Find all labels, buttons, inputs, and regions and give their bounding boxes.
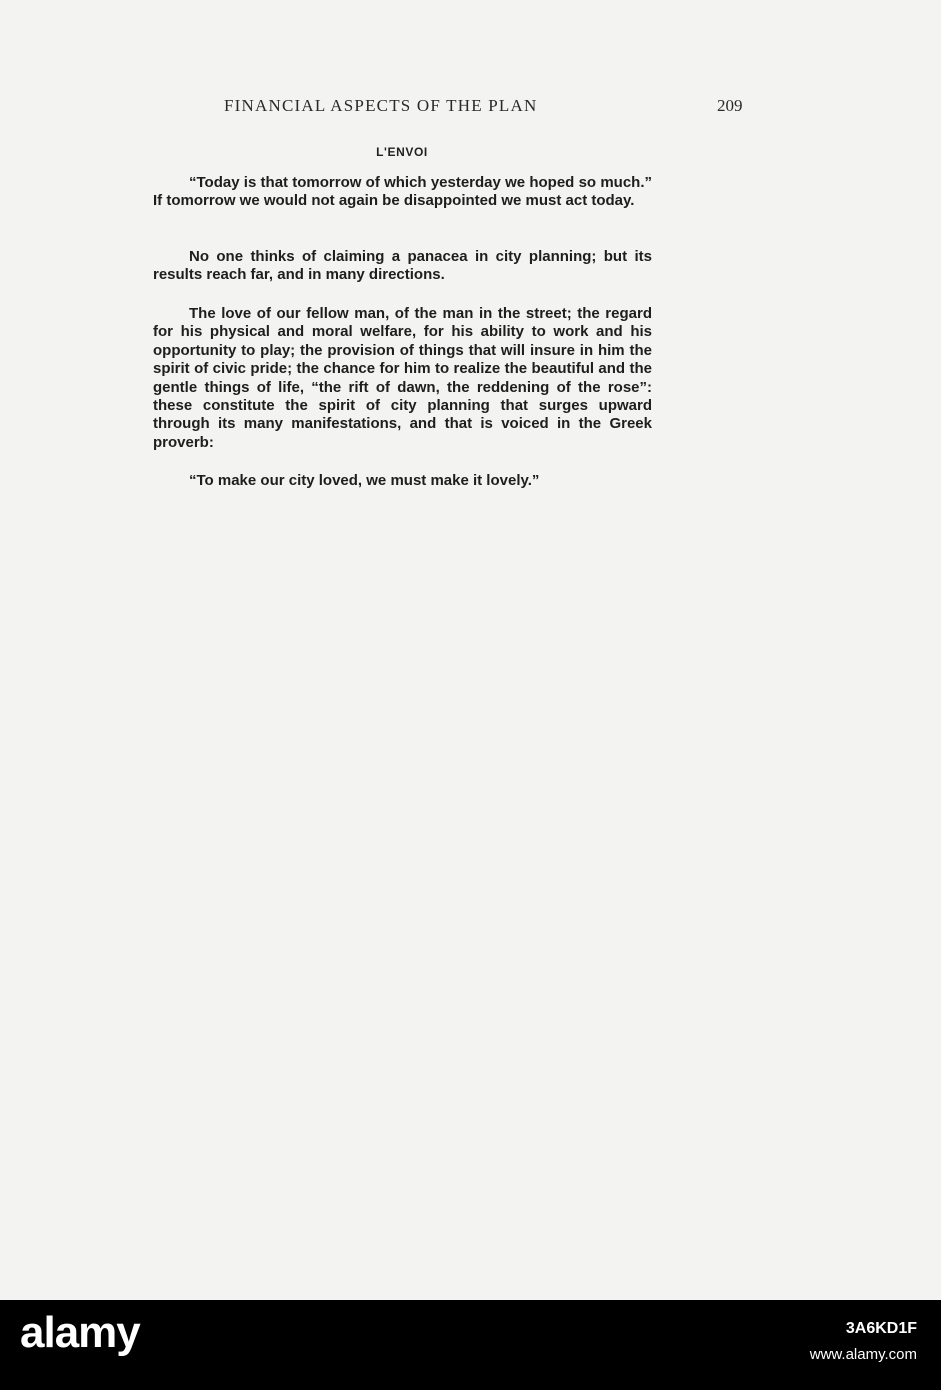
footer-url: www.alamy.com xyxy=(809,1346,917,1363)
alamy-logo: alamy xyxy=(20,1308,140,1357)
watermark-footer-bar xyxy=(0,1300,941,1390)
image-id: 3A6KD1F xyxy=(845,1320,917,1337)
section-title: L'ENVOI xyxy=(376,145,428,159)
paragraph-2: No one thinks of claiming a panacea in city planning; but its results reach far, and in many directions. xyxy=(153,248,652,284)
page-number: 209 xyxy=(717,96,743,115)
paragraph-3: The love of our fellow man, of the man in the street; the regard for his physical and moral welfare, for his ability to work and his opportunity to play; the provision of things that will insure in him the spirit of civic pride; the chance for him to realize the beautiful and the gentle things of life, “the rift of dawn, the reddening of the rose”: these constitute the spirit of city planning that surges upward through its many manifestations, and that is voiced in the Greek proverb: xyxy=(153,305,652,451)
running-head: FINANCIAL ASPECTS OF THE PLAN xyxy=(224,96,538,115)
closing-proverb: “To make our city loved, we must make it lovely.” xyxy=(189,472,540,489)
paragraph-1: “Today is that tomorrow of which yesterday we hoped so much.” If tomorrow we would not again be disappointed we must act today. xyxy=(153,174,652,210)
